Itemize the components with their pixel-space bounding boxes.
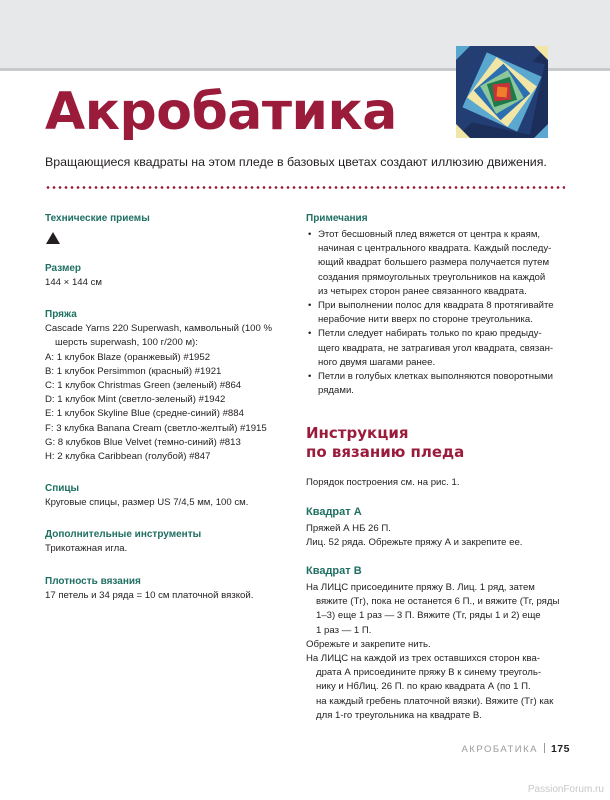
note-item (306, 228, 568, 299)
dotted-divider (45, 186, 565, 189)
note-line: нерабочие нити вверх по стороне треугольника. (318, 314, 533, 326)
note-line: рядами. (318, 385, 354, 397)
tools-heading: Дополнительные инструменты (45, 529, 202, 541)
gauge-heading: Плотность вязания (45, 575, 141, 587)
note-item (306, 299, 568, 327)
needles-value: Круговые спицы, размер US 7/4,5 мм, 100 см. (45, 497, 249, 509)
page-number: 175 (550, 743, 570, 755)
yarn-line: B: 1 клубок Persimmon (красный) #1921 (45, 365, 222, 377)
yarn-line: шерсть superwash, 100 г/200 м): (55, 337, 198, 349)
techniques-heading: Технические приемы (45, 213, 150, 224)
square-b-line: На ЛИЦС на каждой из трех оставшихся сторон ква- (306, 653, 540, 665)
instructions-column (306, 212, 568, 723)
square-b-line: вяжите (Тг), пока не останется 6 П., и вяжите (Тг, ряды (316, 596, 560, 608)
square-b-line: 1–3) еще 1 раз — 3 П. Вяжите (Тг, ряды 1 и 2) еще (316, 610, 541, 622)
yarn-line: D: 1 клубок Mint (светло-зеленый) #1942 (45, 394, 226, 406)
note-line: • Этот бесшовный плед вяжется от центра к краям, (318, 229, 541, 240)
note-line: ного двумя шагами ранее. (318, 356, 436, 368)
square-a-line: Пряжей А НБ 26 П. (306, 522, 391, 534)
yarn-line: A: 1 клубок Blaze (оранжевый) #1952 (45, 351, 211, 363)
needles-heading: Спицы (45, 483, 80, 495)
note-line: • Петли в голубых клетках выполняются поворотными (318, 371, 553, 383)
square-b-heading: Квадрат В (306, 565, 362, 578)
notes-heading: Примечания (306, 213, 368, 224)
square-b-line: нику и НбЛиц. 26 П. по краю квадрата А (по 1 П. (316, 681, 531, 693)
yarn-line: F: 3 клубка Banana Cream (светло-желтый) #1915 (45, 422, 267, 434)
tools-value: Трикотажная игла. (45, 543, 128, 555)
square-a-heading: Квадрат А (306, 505, 362, 518)
watermark: PassionForum.ru (527, 784, 604, 795)
materials-column (45, 212, 285, 603)
yarn-line: Cascade Yarns 220 Superwash, камвольный (100 % (45, 323, 273, 335)
note-line: щего квадрата, не затрагивая угол квадрата, связан- (318, 342, 554, 354)
page-title: Акробатика (45, 82, 397, 142)
square-b-line: На ЛИЦС присоедините пряжу В. Лиц. 1 ряд, затем (306, 582, 535, 594)
gauge-value: 17 петель и 34 ряда = 10 см платочной вязкой. (45, 589, 254, 601)
note-line: • При выполнении полос для квадрата 8 протягивайте (318, 300, 554, 312)
yarn-line: C: 1 клубок Christmas Green (зеленый) #864 (45, 380, 242, 392)
square-b-line: драта А присоедините пряжу В к синему треуголь- (316, 667, 542, 679)
note-line: • Петли следует набирать только по краю предыду- (318, 328, 542, 340)
intro-text: Вращающиеся квадраты на этом пледе в базовых цветах создают иллюзию движения. (45, 155, 547, 169)
square-b-line: для 1-го треугольника на квадрате В. (316, 709, 482, 721)
yarn-heading: Пряжа (45, 309, 77, 321)
page-footer (461, 742, 570, 757)
yarn-line: G: 8 клубков Blue Velvet (темно-синий) #813 (45, 436, 241, 448)
yarn-line: H: 2 клубка Caribbean (голубой) #847 (45, 451, 211, 463)
note-line: ющий квадрат большего размера получается путем (318, 257, 550, 269)
instructions-title (306, 424, 568, 462)
note-line: из четырех сторон ранее связанного квадрата. (318, 285, 527, 297)
size-heading: Размер (45, 263, 82, 274)
difficulty-triangle-icon (46, 232, 60, 244)
note-item (306, 370, 568, 398)
order-text: Порядок построения см. на рис. 1. (306, 477, 460, 489)
running-title: АКРОБАТИКА (461, 744, 538, 755)
quilt-thumbnail-image (456, 46, 548, 138)
footer-separator (544, 743, 545, 753)
square-b-line: на каждый гребень платочной вязки). Вяжите (Тг) как (316, 695, 554, 707)
square-a-line: Лиц. 52 ряда. Обрежьте пряжу А и закрепите ее. (306, 536, 523, 548)
instructions-title-line: Инструкция (306, 424, 409, 443)
yarn-line: E: 1 клубок Skyline Blue (средне-синий) #884 (45, 408, 244, 420)
notes-list (306, 228, 568, 398)
size-value: 144 × 144 см (45, 277, 103, 288)
square-b-line: 1 раз — 1 П. (316, 624, 372, 636)
instructions-title-line: по вязанию пледа (306, 443, 465, 462)
note-item (306, 327, 568, 370)
note-line: создания прямоугольных треугольников на каждой (318, 271, 546, 283)
square-b-line: Обрежьте и закрепите нить. (306, 638, 431, 650)
note-line: начиная с центрального квадрата. Каждый последу- (318, 243, 552, 255)
